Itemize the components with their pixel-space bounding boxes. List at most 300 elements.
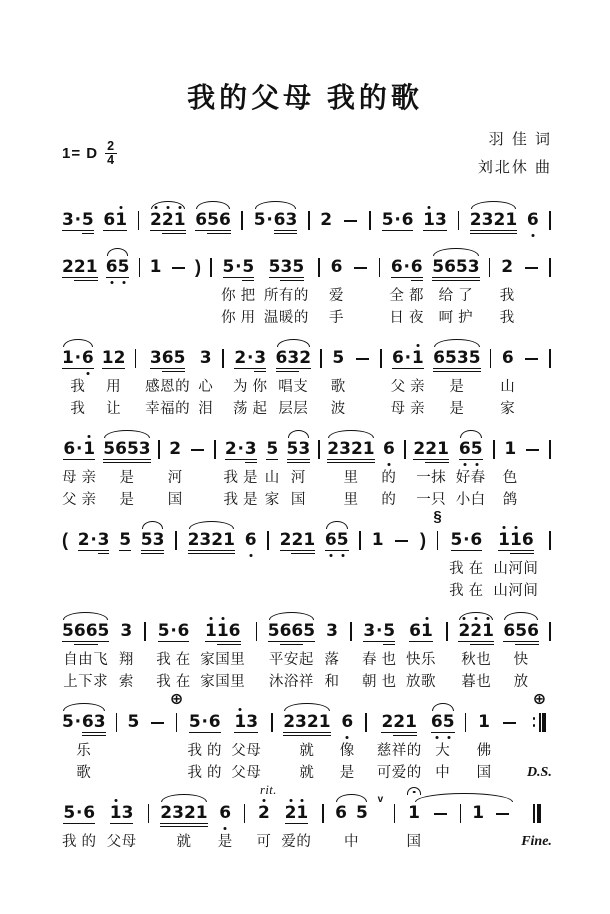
barline [320, 349, 322, 368]
duration-dash [496, 813, 509, 815]
note-digit: 6 [274, 211, 286, 234]
notation-column [150, 198, 186, 238]
barline [437, 531, 439, 550]
dot-note: · [74, 209, 82, 230]
note-token [103, 440, 150, 463]
note-digit: 1 [504, 438, 517, 459]
notation-column [224, 427, 259, 511]
notation-column [352, 245, 369, 329]
lyric-syllable: 慈祥的 [376, 742, 422, 759]
note-digit: 6 [341, 711, 354, 732]
lyric-syllable: 沐浴祥 [268, 673, 314, 690]
note-digit: 3 [363, 620, 376, 641]
note-token [157, 440, 161, 459]
note-digit: 1 [405, 713, 417, 736]
barline [369, 211, 371, 230]
lyric-syllable: 你 把 [221, 287, 256, 304]
note-token [372, 531, 384, 550]
note-token [276, 349, 312, 372]
note-token [221, 349, 225, 368]
barline [359, 531, 361, 550]
note-token [501, 713, 518, 724]
notation-column [268, 609, 315, 693]
note-token [423, 211, 447, 231]
notation-column [503, 609, 539, 693]
note-token [285, 804, 309, 824]
dot-note: · [74, 347, 82, 368]
notation-column [145, 336, 190, 420]
note-digit: 5 [355, 802, 368, 823]
dot-note: · [376, 620, 383, 641]
lyric-syllable: 的 [381, 469, 397, 486]
note-digit: 2 [283, 713, 295, 736]
note-digit: 5 [456, 258, 468, 281]
note-token [137, 211, 141, 230]
lyric-syllable: 乐 [76, 742, 92, 759]
credits [478, 126, 552, 182]
notation-column [317, 245, 321, 329]
barline [394, 804, 396, 823]
notation-column [526, 690, 552, 784]
note-token [189, 440, 206, 451]
note-token [213, 440, 217, 459]
note-digit: 5 [432, 258, 444, 281]
dot-note: · [76, 438, 83, 459]
note-digit: 6 [391, 347, 404, 368]
notation-column [393, 791, 397, 853]
note-digit: 6 [522, 531, 534, 554]
note-digit: 2 [257, 802, 270, 823]
note-token [523, 258, 540, 269]
note-digit: 6 [229, 622, 241, 645]
notation-column [493, 518, 538, 602]
lyric-syllable: 我 的 [62, 833, 97, 850]
lyric-syllable: 山河间 [493, 582, 539, 599]
note-digit: 2 [279, 529, 292, 550]
note-digit: 2 [327, 440, 339, 463]
barline [308, 211, 310, 230]
note-digit: 3 [94, 713, 106, 736]
parenthesis: ) [420, 529, 427, 550]
note-digit: 3 [468, 258, 480, 281]
barline [256, 622, 258, 641]
note-digit: 2 [470, 211, 482, 234]
note-token [243, 804, 247, 823]
note-token [62, 622, 109, 645]
lyric-syllable: 全 都 [389, 287, 424, 304]
note-digit: 3 [280, 258, 292, 281]
note-digit: 6 [526, 209, 539, 230]
barline [138, 211, 140, 230]
notation-column [62, 518, 68, 602]
note-token [188, 531, 235, 554]
note-token [119, 531, 131, 551]
notation-column [433, 507, 442, 602]
note-digit: 1 [101, 347, 114, 368]
notation-column [523, 336, 540, 420]
note-token [524, 440, 541, 451]
note-token [223, 258, 255, 281]
barline [267, 531, 269, 550]
time-numerator: 2 [107, 138, 116, 153]
note-token [266, 531, 270, 550]
lyric-syllable: 我 [70, 400, 86, 417]
notation-column [358, 518, 362, 602]
note-digit: 3 [339, 440, 351, 463]
notation-column [382, 198, 414, 238]
lyric-syllable: 家国里 [200, 673, 246, 690]
lyric-syllable: 温暖的 [263, 309, 309, 326]
note-token [391, 258, 423, 281]
notation-column [329, 245, 344, 329]
note-token [548, 349, 552, 368]
key-signature [62, 140, 117, 169]
notation-column [233, 336, 268, 420]
note-digit: 3 [121, 802, 134, 823]
note-token [234, 349, 266, 372]
note-token [62, 713, 106, 736]
notation-column [243, 791, 247, 853]
note-token [283, 713, 330, 736]
notation-column [240, 198, 244, 238]
notation-column [368, 198, 372, 238]
note-digit: 1 [204, 620, 217, 641]
notation-column [62, 427, 97, 511]
note-token [392, 349, 424, 369]
note-digit: 6 [401, 209, 414, 230]
note-token [326, 622, 338, 641]
notation-column [340, 700, 355, 784]
notation-column [265, 427, 280, 511]
lyric-syllable: 山 [500, 378, 516, 395]
note-token [138, 258, 142, 277]
note-digit: 6 [430, 711, 443, 732]
note-digit: 1 [371, 529, 384, 550]
note-digit: 3 [62, 209, 74, 230]
dot-note: · [170, 620, 177, 641]
music-system [62, 609, 552, 693]
note-token [169, 440, 181, 459]
note-token [319, 349, 323, 368]
note-digit: 3 [482, 211, 494, 234]
note-token [160, 804, 207, 827]
note-digit: 2 [425, 440, 437, 463]
notation-column [287, 427, 311, 511]
lyric-syllable: 我 在 [449, 582, 484, 599]
lyric-syllable: 朝 也 [362, 673, 397, 690]
music-system [62, 427, 552, 511]
notation-column [548, 245, 552, 329]
barline [176, 713, 178, 732]
music-system [62, 198, 552, 238]
note-digit: 5 [450, 529, 463, 550]
note-token [102, 349, 126, 369]
note-digit: 5 [174, 349, 186, 372]
note-token [432, 804, 449, 815]
note-digit: 5 [253, 209, 266, 230]
dot-note: · [235, 256, 242, 277]
notation-column [548, 336, 552, 420]
barline [465, 713, 467, 732]
note-digit: 1 [420, 620, 433, 641]
lyric-syllable: 可 [256, 833, 272, 850]
note-token [408, 804, 420, 823]
dot-note: · [76, 802, 83, 823]
note-token [143, 622, 147, 641]
lyric-syllable: 中 [343, 833, 359, 850]
note-digit: 5 [103, 440, 115, 463]
note-token [240, 211, 244, 230]
note-digit: 3 [254, 349, 266, 372]
duration-dash [356, 358, 369, 360]
note-token [382, 211, 414, 231]
notation-column [119, 518, 131, 602]
notation-column [169, 690, 184, 784]
notation-column [174, 518, 178, 602]
barline [549, 349, 551, 368]
notation-column [393, 518, 410, 602]
note-token [62, 349, 94, 369]
note-token [62, 211, 94, 234]
note-digit: 5 [62, 711, 74, 732]
duration-dash [172, 267, 185, 269]
duration-dash [525, 267, 538, 269]
note-digit: 1 [109, 802, 122, 823]
notation-column [456, 427, 486, 511]
barline [460, 804, 462, 823]
lyric-syllable: 是 [449, 400, 465, 417]
note-digit: 5 [188, 711, 201, 732]
note-digit: 5 [469, 349, 481, 372]
barline [318, 258, 320, 277]
barline [493, 440, 495, 459]
note-digit: 6 [470, 529, 483, 550]
note-token [110, 804, 134, 824]
music-system [62, 336, 552, 420]
lyric-syllable: 秋也 [461, 651, 492, 668]
note-digit: 2 [74, 258, 86, 281]
lyric-syllable: 里 [343, 469, 359, 486]
lyric-syllable: 歌 [76, 764, 92, 781]
notation-column [327, 427, 374, 511]
notation-column [325, 609, 340, 693]
notation-column [256, 782, 277, 853]
barline [210, 258, 212, 277]
notation-column [470, 198, 517, 238]
note-token [379, 349, 383, 368]
song-title: 我的父母 我的歌 [187, 82, 423, 113]
note-digit: 2 [351, 440, 363, 463]
note-digit: 1 [234, 711, 247, 732]
coda-icon: ⊕ [169, 690, 184, 708]
note-digit: 3 [149, 347, 162, 368]
note-digit: 1 [505, 211, 517, 234]
note-digit: 5 [445, 349, 457, 372]
notation-column [362, 609, 397, 693]
notation-column [143, 609, 147, 693]
note-token [141, 531, 165, 554]
note-digit: 6 [330, 256, 343, 277]
note-token [470, 211, 517, 234]
notation-column [128, 700, 140, 784]
note-token [63, 804, 95, 824]
notation-column [548, 609, 552, 693]
notation-column [457, 198, 461, 238]
lyric-syllable: 泪 [198, 400, 214, 417]
notation-column [103, 427, 150, 511]
lyric-syllable: 翔 [118, 651, 134, 668]
lyric-syllable: 我 是 [223, 469, 259, 486]
note-token [106, 258, 130, 278]
note-digit: 1 [217, 622, 229, 645]
lyric-syllable: 我 [70, 378, 86, 395]
notation-column [449, 518, 484, 602]
note-token [62, 258, 98, 281]
note-digit: 5 [157, 620, 170, 641]
barline [380, 349, 382, 368]
lyric-syllable: 就 [176, 833, 192, 850]
note-token [464, 713, 468, 732]
music-system [62, 507, 552, 602]
barline [244, 804, 246, 823]
lyric-syllable: 国 [406, 833, 422, 850]
lyric-syllable: 像 [339, 742, 355, 759]
notation-column [500, 336, 515, 420]
dot-note: · [394, 209, 401, 230]
note-token [189, 713, 221, 733]
lyric-syllable: 心 [198, 378, 214, 395]
notation-column [221, 336, 225, 420]
notation-column [523, 245, 540, 329]
lyricist-credit: 羽 佳 词 [488, 131, 552, 148]
note-digit: 2 [291, 531, 303, 554]
note-digit: 6 [276, 349, 288, 372]
notation-column [134, 336, 138, 420]
repeat-barline [532, 690, 547, 732]
lyric-syllable: 山 [264, 469, 280, 486]
note-digit: 5 [470, 438, 483, 459]
notation-column [445, 609, 449, 693]
note-token [548, 440, 552, 459]
note-token [548, 622, 552, 641]
note-token [195, 211, 231, 234]
barline [241, 211, 243, 230]
note-token [501, 258, 513, 277]
lyric-syllable: 父 亲 [390, 378, 426, 395]
note-token [169, 690, 184, 732]
lyric-syllable: 和 [324, 673, 340, 690]
lyric-syllable: 河 [290, 469, 306, 486]
note-token [420, 531, 426, 550]
note-digit: 3 [172, 804, 184, 827]
notation-column [378, 791, 383, 853]
lyric-syllable: D.S. [526, 764, 552, 780]
lyric-syllable: 放 [513, 673, 529, 690]
dot-note: · [266, 209, 273, 230]
notation-column [377, 700, 422, 784]
lyric-syllable: 落 [324, 651, 340, 668]
notation-column [213, 427, 217, 511]
lyric-syllable: 我 的 [187, 742, 223, 759]
note-digit: 5 [127, 711, 140, 732]
note-token [78, 531, 110, 554]
duration-dash [395, 540, 408, 542]
note-token [195, 258, 201, 277]
lyric-syllable: 好春 [455, 469, 486, 486]
barline [144, 622, 146, 641]
note-digit: 5 [127, 440, 139, 463]
notation-column [195, 198, 231, 238]
note-digit: 3 [434, 209, 447, 230]
notation-column [307, 198, 311, 238]
notation-column [325, 518, 349, 602]
note-digit: 6 [63, 438, 76, 459]
note-digit: 3 [199, 347, 212, 368]
note-token [234, 713, 258, 733]
barline [404, 440, 406, 459]
lyric-syllable: 用 [106, 378, 122, 395]
note-token [174, 531, 178, 550]
barline [365, 713, 367, 732]
dot-note: · [237, 438, 244, 459]
note-token [349, 622, 353, 641]
notation-column [320, 198, 332, 238]
note-token [548, 258, 552, 277]
lyric-syllable: 层层 [278, 400, 309, 417]
lyric-syllable: 国 [167, 491, 183, 508]
notation-column [407, 791, 422, 853]
notation-column [102, 336, 126, 420]
notation-column [389, 245, 424, 329]
note-token [413, 440, 449, 463]
note-digit: 2 [169, 438, 182, 459]
note-digit: 3 [298, 440, 310, 463]
notation-column [106, 245, 130, 329]
notation-column [150, 245, 162, 329]
lyric-syllable: 家 [264, 491, 280, 508]
lyric-syllable: 所有的 [263, 287, 309, 304]
notation-column [221, 245, 256, 329]
notation-column [319, 336, 323, 420]
note-digit: 1 [319, 713, 331, 736]
lyric-syllable: 我 的 [187, 764, 223, 781]
note-digit: 5 [332, 347, 345, 368]
dot-note: · [404, 347, 412, 368]
note-digit: 6 [86, 622, 98, 645]
note-digit: 6 [382, 438, 395, 459]
lyric-syllable: 手 [329, 309, 345, 326]
lyric-syllable: 可爱的 [376, 764, 422, 781]
note-token [393, 531, 410, 542]
note-token [472, 804, 484, 823]
notation-column [62, 791, 97, 853]
note-digit: 2 [501, 256, 514, 277]
lyric-syllable: 家 [500, 400, 516, 417]
barline [446, 622, 448, 641]
notation-column [62, 336, 94, 420]
note-digit: 3 [245, 440, 257, 463]
meta-row [0, 126, 610, 182]
note-token [158, 622, 190, 642]
note-digit: 1 [411, 347, 424, 368]
notation-column [156, 609, 191, 693]
note-token [320, 211, 332, 230]
note-token [147, 804, 151, 823]
notation-column [209, 245, 213, 329]
lyric-syllable: 上下求 [63, 673, 109, 690]
barline [350, 622, 352, 641]
note-digit: 5 [62, 620, 74, 641]
